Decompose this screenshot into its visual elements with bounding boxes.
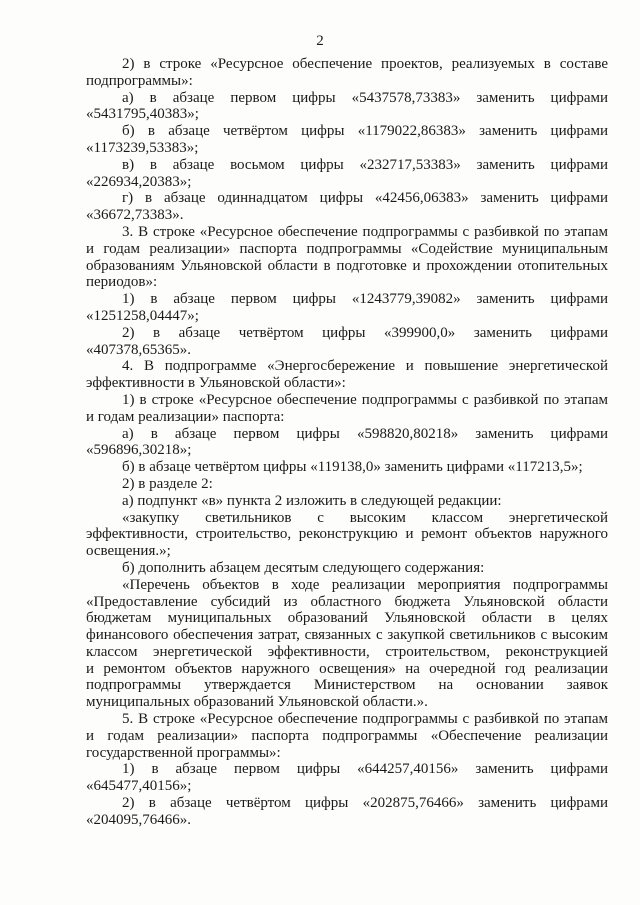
text-line: «407378,65365». [86, 341, 191, 358]
text-line: «36672,73383». [86, 207, 184, 224]
text-line: «Перечень объектов в ходе реализации мероприятия подпрограммы [122, 576, 608, 593]
text-line: в) в абзаце восьмом цифры «232717,53383» заменить цифрами [122, 156, 608, 173]
text-line: 2) в абзаце четвёртом цифры «399900,0» заменить цифрами [122, 324, 608, 341]
paragraph [86, 56, 608, 90]
paragraph [86, 761, 608, 795]
paragraph [86, 795, 608, 829]
text-line: б) дополнить абзацем десятым следующего содержания: [122, 559, 485, 576]
paragraph [86, 459, 608, 476]
paragraph [86, 90, 608, 124]
text-line: а) в абзаце первом цифры «598820,80218» заменить цифрами [122, 425, 608, 442]
text-line: 5. В строке «Ресурсное обеспечение подпрограммы с разбивкой по этапам [122, 711, 608, 728]
text-line: бюджетам муниципальных образований Ульяновской области в целях [86, 610, 608, 627]
text-line: классом энергетической эффективности, строительством, реконструкцией [86, 643, 608, 660]
text-line: 2) в разделе 2: [122, 475, 213, 492]
paragraph [86, 190, 608, 224]
text-line: образованиям Ульяновской области в подготовке и прохождении отопительных [86, 257, 608, 274]
text-line: «закупку светильников с высоким классом энергетической [122, 509, 608, 526]
text-line: 2) в абзаце четвёртом цифры «202875,76466» заменить цифрами [122, 795, 608, 812]
paragraph [86, 325, 608, 359]
paragraph [86, 510, 608, 560]
document-body [86, 56, 608, 829]
text-line: финансового обеспечения затрат, связанных с закупкой светильников с высоким [86, 627, 608, 644]
text-line: муниципальных образований Ульяновской области.». [86, 694, 428, 711]
text-line: подпрограммы»: [86, 72, 193, 89]
paragraph [86, 358, 608, 392]
text-line: 1) в абзаце первом цифры «644257,40156» заменить цифрами [122, 761, 608, 778]
paragraph [86, 493, 608, 510]
text-line: «645477,40156»; [86, 778, 192, 795]
text-line: подпрограммы утверждается Министерством на основании заявок [86, 677, 608, 694]
paragraph [86, 577, 608, 711]
text-line: освещения.»; [86, 543, 171, 560]
text-line: периодов»: [86, 274, 158, 291]
paragraph [86, 560, 608, 577]
paragraph [86, 291, 608, 325]
text-line: «5431795,40383»; [86, 106, 199, 123]
text-line: и ремонтом объектов наружного освещения» на очередной год реализации [86, 660, 608, 677]
paragraph [86, 476, 608, 493]
paragraph [86, 392, 608, 426]
text-line: эффективности в Ульяновской области»: [86, 375, 346, 392]
text-line: а) подпункт «в» пункта 2 изложить в следующей редакции: [122, 492, 502, 509]
text-line: 4. В подпрограмме «Энергосбережение и повышение энергетической [122, 358, 608, 375]
paragraph [86, 123, 608, 157]
paragraph [86, 426, 608, 460]
text-line: 2) в строке «Ресурсное обеспечение проектов, реализуемых в составе [122, 56, 608, 72]
text-line: б) в абзаце четвёртом цифры «119138,0» заменить цифрами «117213,5»; [122, 459, 583, 476]
paragraph [86, 711, 608, 761]
text-line: эффективности, строительство, реконструкцию и ремонт объектов наружного [86, 526, 608, 543]
paragraph [86, 157, 608, 191]
text-line: и годам реализации» паспорта подпрограммы «Обеспечение реализации [86, 727, 608, 744]
text-line: «596896,30218»; [86, 442, 192, 459]
text-line: «Предоставление субсидий из областного бюджета Ульяновской области [86, 593, 608, 610]
text-line: и годам реализации» паспорта подпрограммы «Содействие муниципальным [86, 240, 608, 257]
text-line: «226934,20383»; [86, 173, 192, 190]
text-line: 1) в строке «Ресурсное обеспечение подпрограммы с разбивкой по этапам [122, 391, 608, 408]
text-line: и годам реализации» паспорта: [86, 408, 285, 425]
text-line: «1251258,04447»; [86, 307, 199, 324]
text-line: б) в абзаце четвёртом цифры «1179022,86383» заменить цифрами [122, 123, 608, 140]
text-line: а) в абзаце первом цифры «5437578,73383» заменить цифрами [122, 89, 608, 106]
page-number: 2 [316, 33, 324, 49]
text-line: 1) в абзаце первом цифры «1243779,39082» заменить цифрами [122, 291, 608, 308]
text-line: «1173239,53383»; [86, 139, 199, 156]
paragraph [86, 224, 608, 291]
text-line: 3. В строке «Ресурсное обеспечение подпрограммы с разбивкой по этапам [122, 223, 608, 240]
text-line: г) в абзаце одиннадцатом цифры «42456,06383» заменить цифрами [122, 190, 608, 207]
text-line: «204095,76466». [86, 811, 191, 828]
text-line: государственной программы»: [86, 744, 281, 761]
